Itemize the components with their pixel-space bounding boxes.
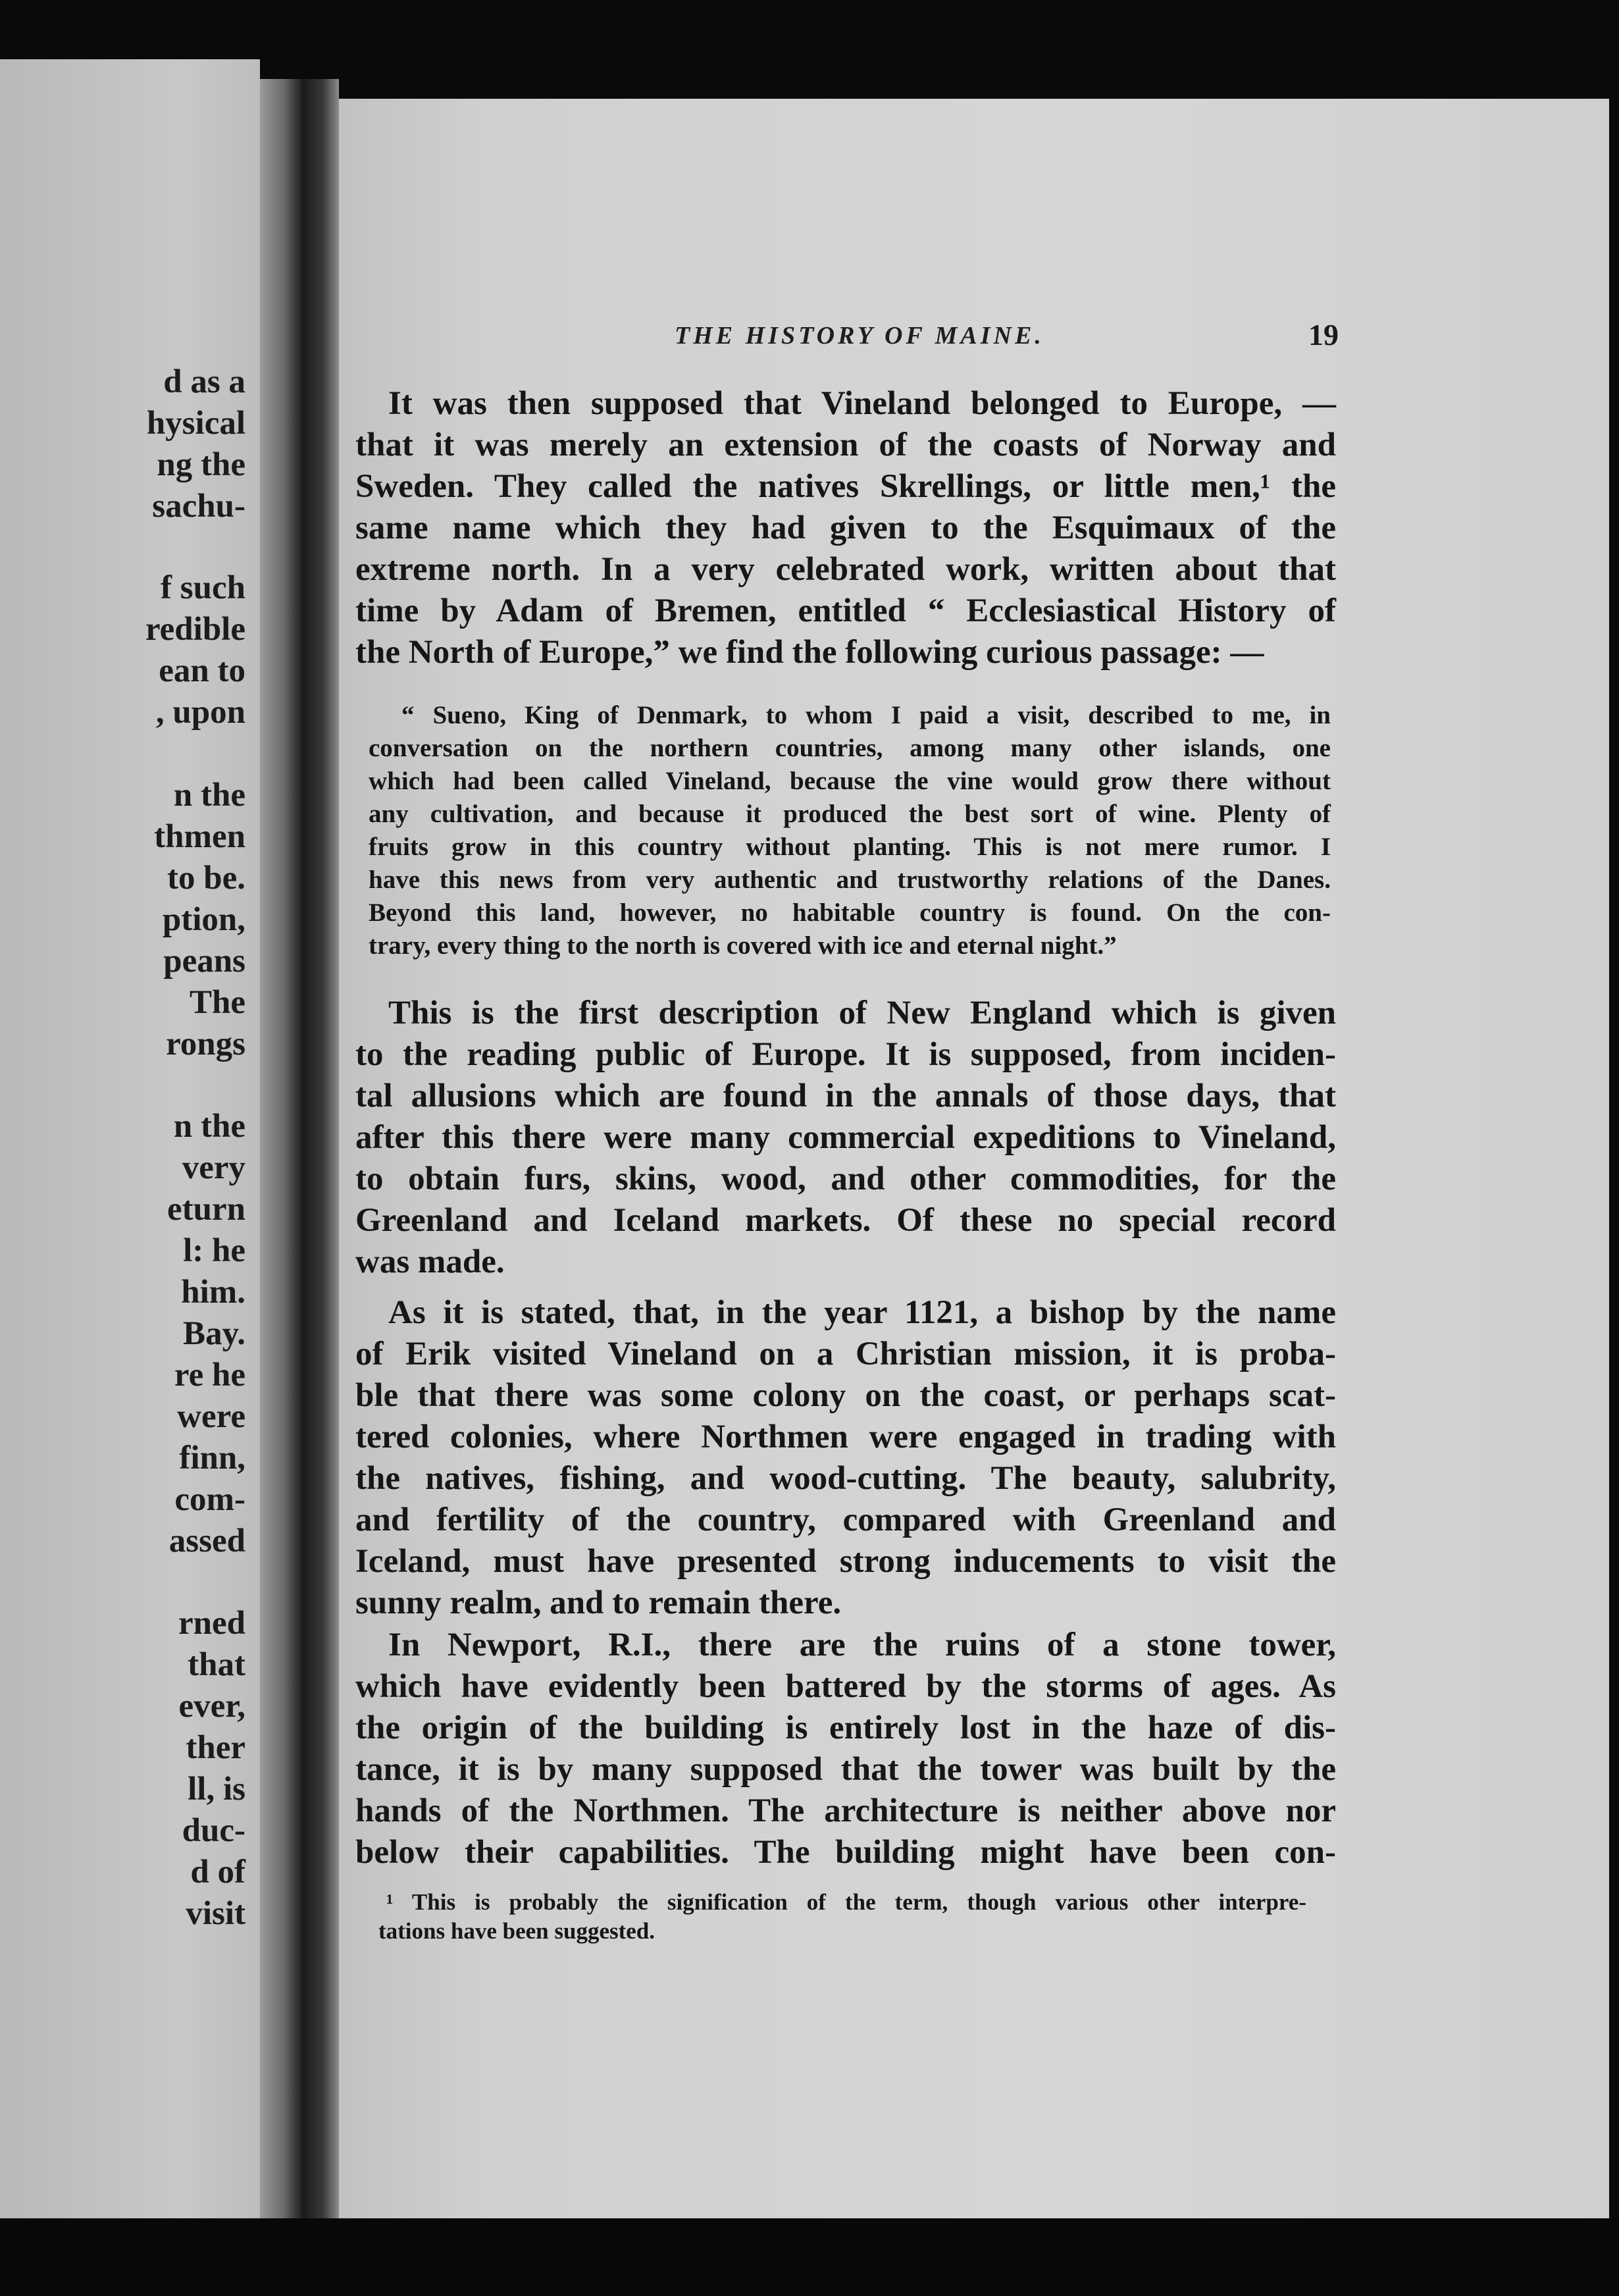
left-page-line: rned <box>178 1605 245 1642</box>
left-page-line: him. <box>181 1274 245 1311</box>
left-page-line: rongs <box>166 1026 245 1062</box>
text-line: tance, it is by many supposed that the tower was built by the <box>355 1751 1336 1788</box>
text-line: In Newport, R.I., there are the ruins of a stone tower, <box>388 1627 1336 1663</box>
left-page-line: visit <box>186 1895 245 1932</box>
paragraph <box>355 1625 1336 1873</box>
text-line: to obtain furs, skins, wood, and other commodities, for the <box>355 1161 1336 1197</box>
text-line: Iceland, must have presented strong inducements to visit the <box>355 1543 1336 1580</box>
text-line: of Erik visited Vineland on a Christian mission, it is proba- <box>355 1336 1336 1372</box>
left-page-line: f such <box>161 569 245 606</box>
left-page-line: sachu- <box>152 488 245 525</box>
left-page-line: com- <box>174 1481 245 1518</box>
running-head: THE HISTORY OF MAINE. <box>675 322 1044 350</box>
text-line: which have evidently been battered by the storms of ages. As <box>355 1668 1336 1705</box>
left-page-line: ll, is <box>188 1771 245 1808</box>
left-page-line: d as a <box>163 363 245 400</box>
text-line: sunny realm, and to remain there. <box>355 1584 842 1621</box>
left-page-line: hysical <box>146 405 245 442</box>
text-line: Sweden. They called the natives Skrellings, or little men,¹ the <box>355 468 1336 505</box>
left-page-line: d of <box>190 1854 245 1891</box>
left-page-line: duc- <box>182 1812 245 1849</box>
left-page-line: thmen <box>154 818 245 855</box>
text-line: the North of Europe,” we find the following curious passage: — <box>355 634 1264 671</box>
left-page-line: to be. <box>167 860 245 897</box>
book-gutter <box>260 79 339 2238</box>
text-line: It was then supposed that Vineland belonged to Europe, — <box>388 385 1336 422</box>
text-line: extreme north. In a very celebrated work, written about that <box>355 551 1336 588</box>
text-line: ble that there was some colony on the coast, or perhaps scat- <box>355 1377 1336 1414</box>
left-page-line: finn, <box>179 1440 245 1476</box>
paragraph <box>355 993 1336 1283</box>
footnote-line: tations have been suggested. <box>378 1918 655 1944</box>
quote-line: conversation on the northern countries, among many other islands, one <box>369 734 1331 762</box>
text-line: the natives, fishing, and wood-cutting. The beauty, salubrity, <box>355 1460 1336 1497</box>
left-page-line: , upon <box>155 694 245 731</box>
left-page <box>0 59 260 2251</box>
text-line: that it was merely an extension of the coasts of Norway and <box>355 427 1336 463</box>
left-page-line: redible <box>145 611 245 648</box>
scan-border <box>0 2218 1619 2296</box>
text-line: was made. <box>355 1243 505 1280</box>
left-page-line: ng the <box>157 446 245 483</box>
left-page-line: that <box>188 1646 245 1683</box>
left-page-line: Bay. <box>183 1315 245 1352</box>
quote-line: fruits grow in this country without planting. This is not mere rumor. I <box>369 833 1331 861</box>
page-number: 19 <box>1308 318 1339 352</box>
paragraph <box>355 1292 1336 1624</box>
left-page-line: very <box>182 1149 245 1186</box>
text-line: time by Adam of Bremen, entitled “ Ecclesiastical History of <box>355 592 1336 629</box>
text-line: tal allusions which are found in the annals of those days, that <box>355 1078 1336 1114</box>
quote-line: Beyond this land, however, no habitable country is found. On the con- <box>369 899 1331 927</box>
left-page-line: The <box>189 984 245 1021</box>
quote-line: have this news from very authentic and trustworthy relations of the Danes. <box>369 866 1331 894</box>
footnote-line: ¹ This is probably the signification of the term, though various other interpre- <box>386 1889 1306 1915</box>
left-page-line: ther <box>186 1729 245 1766</box>
text-line: This is the first description of New England which is given <box>388 995 1336 1031</box>
left-page-line: peans <box>163 943 245 979</box>
quote-line: trary, every thing to the north is covered with ice and eternal night.” <box>369 931 1117 960</box>
left-page-line: l: he <box>183 1232 245 1269</box>
text-line: and fertility of the country, compared with Greenland and <box>355 1501 1336 1538</box>
left-page-line: assed <box>168 1523 245 1559</box>
text-line: hands of the Northmen. The architecture is neither above nor <box>355 1792 1336 1829</box>
left-page-line: eturn <box>167 1191 245 1228</box>
left-page-line: re he <box>174 1357 245 1394</box>
text-line: Greenland and Iceland markets. Of these no special record <box>355 1202 1336 1239</box>
text-line: below their capabilities. The building might have been con- <box>355 1834 1336 1871</box>
paragraph <box>355 383 1336 673</box>
text-line: after this there were many commercial expeditions to Vineland, <box>355 1119 1336 1156</box>
text-line: to the reading public of Europe. It is supposed, from inciden- <box>355 1036 1336 1073</box>
quote-line: which had been called Vineland, because the vine would grow there without <box>369 767 1331 795</box>
block-quote <box>369 699 1331 962</box>
text-line: As it is stated, that, in the year 1121, a bishop by the name <box>388 1294 1336 1331</box>
left-page-line: n the <box>173 1108 245 1145</box>
quote-line: any cultivation, and because it produced the best sort of wine. Plenty of <box>369 800 1331 828</box>
text-line: tered colonies, where Northmen were engaged in trading with <box>355 1419 1336 1455</box>
left-page-line: were <box>177 1398 245 1435</box>
left-page-line: ever, <box>178 1688 245 1725</box>
quote-line: “ Sueno, King of Denmark, to whom I paid a visit, described to me, in <box>401 701 1331 729</box>
left-page-line: ption, <box>162 901 245 938</box>
footnote <box>378 1888 1306 1946</box>
text-line: the origin of the building is entirely lost in the haze of dis- <box>355 1709 1336 1746</box>
left-page-line: ean to <box>159 652 245 689</box>
left-page-line: n the <box>173 777 245 814</box>
text-line: same name which they had given to the Esquimaux of the <box>355 509 1336 546</box>
